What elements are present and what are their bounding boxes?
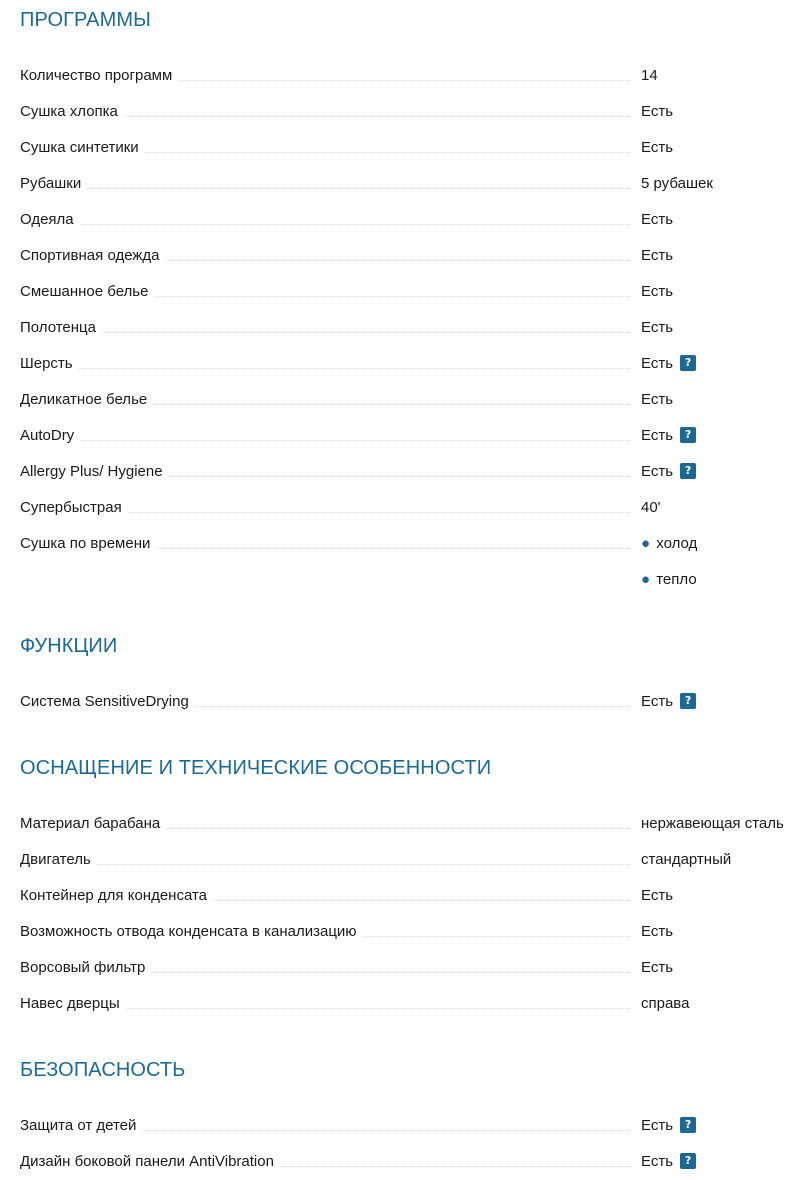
- spec-row: [20, 842, 808, 878]
- spec-label: Спортивная одежда: [20, 247, 166, 264]
- bullet-icon: ●: [641, 571, 651, 588]
- spec-label: Allergy Plus/ Hygiene: [20, 463, 169, 480]
- spec-value-cell: [641, 950, 673, 986]
- spec-value-cell: [641, 202, 673, 238]
- spec-value: тепло: [656, 571, 697, 588]
- help-icon[interactable]: ?: [680, 355, 696, 371]
- spec-row: [20, 166, 808, 202]
- spec-value-cell: [641, 238, 673, 274]
- spec-value-cell: [641, 1144, 696, 1180]
- spec-value: Есть: [641, 355, 674, 372]
- spec-row: [20, 454, 808, 490]
- help-icon[interactable]: ?: [680, 693, 696, 709]
- spec-row: [20, 202, 808, 238]
- leader-dots: [20, 440, 630, 441]
- spec-value-cell: [641, 986, 689, 1022]
- spec-value: холод: [656, 535, 698, 552]
- spec-value-cell: [641, 94, 673, 130]
- spec-label: Контейнер для конденсата: [20, 887, 213, 904]
- spec-label: Двигатель: [20, 851, 97, 868]
- spec-value: 40': [641, 499, 661, 516]
- spec-row: [20, 684, 808, 720]
- spec-value: 5 рубашек: [641, 175, 713, 192]
- section-safety: [0, 1022, 808, 1180]
- spec-value: справа: [641, 995, 690, 1012]
- help-icon[interactable]: ?: [680, 1117, 696, 1133]
- spec-value-cell: [641, 418, 696, 454]
- spec-value: Есть: [641, 1117, 674, 1134]
- programs-rows: [20, 58, 808, 598]
- spec-value-cell: [641, 914, 673, 950]
- spec-value-cell: [641, 806, 784, 842]
- help-icon[interactable]: ?: [680, 427, 696, 443]
- spec-row: [20, 806, 808, 842]
- leader-dots: [20, 224, 630, 225]
- safety-rows: [20, 1108, 808, 1180]
- spec-value-cell: [641, 310, 673, 346]
- spec-value: Есть: [641, 103, 674, 120]
- spec-row: [20, 526, 808, 562]
- leader-dots: [20, 368, 630, 369]
- spec-row: [20, 490, 808, 526]
- spec-label: Материал барабана: [20, 815, 166, 832]
- spec-label: Смешанное белье: [20, 283, 154, 300]
- bullet-icon: ●: [641, 535, 651, 552]
- section-title-equipment: ОСНАЩЕНИЕ И ТЕХНИЧЕСКИЕ ОСОБЕННОСТИ: [20, 757, 492, 779]
- spec-value-cell: [641, 842, 731, 878]
- spec-label: Возможность отвода конденсата в канализацию: [20, 923, 363, 940]
- spec-value: Есть: [641, 1153, 674, 1170]
- spec-label: Полотенца: [20, 319, 102, 336]
- spec-row: [20, 562, 808, 598]
- spec-value: нержавеющая сталь: [641, 815, 784, 832]
- spec-label: Супербыстрая: [20, 499, 128, 516]
- spec-label: Рубашки: [20, 175, 87, 192]
- spec-label: Сушка хлопка: [20, 103, 124, 120]
- spec-row: [20, 274, 808, 310]
- spec-value-cell: [641, 526, 697, 562]
- spec-row: [20, 914, 808, 950]
- spec-row: [20, 346, 808, 382]
- spec-label: AutoDry: [20, 427, 80, 444]
- spec-value: Есть: [641, 211, 674, 228]
- spec-value-cell: [641, 562, 697, 598]
- spec-value-cell: [641, 454, 696, 490]
- spec-value-cell: [641, 878, 673, 914]
- spec-row: [20, 94, 808, 130]
- spec-label: Деликатное белье: [20, 391, 153, 408]
- spec-row: [20, 310, 808, 346]
- leader-dots: [20, 864, 630, 865]
- spec-value: Есть: [641, 139, 674, 156]
- spec-label: Дизайн боковой панели AntiVibration: [20, 1153, 280, 1170]
- spec-value: Есть: [641, 391, 674, 408]
- spec-label: Защита от детей: [20, 1117, 142, 1134]
- spec-label: Сушка по времени: [20, 535, 156, 552]
- spec-label: Количество программ: [20, 67, 178, 84]
- spec-row: [20, 878, 808, 914]
- spec-row: [20, 238, 808, 274]
- help-icon[interactable]: ?: [680, 1153, 696, 1169]
- functions-rows: [20, 684, 808, 720]
- spec-value: Есть: [641, 247, 674, 264]
- help-icon[interactable]: ?: [680, 463, 696, 479]
- section-equipment: [0, 720, 808, 1022]
- spec-value: Есть: [641, 463, 674, 480]
- spec-value-cell: [641, 166, 713, 202]
- spec-value-cell: [641, 346, 696, 382]
- spec-row: [20, 58, 808, 94]
- spec-label: Сушка синтетики: [20, 139, 145, 156]
- spec-row: [20, 382, 808, 418]
- spec-value-cell: [641, 274, 673, 310]
- equipment-rows: [20, 806, 808, 1022]
- spec-value: 14: [641, 67, 658, 84]
- leader-dots: [20, 332, 630, 333]
- section-title-programs: ПРОГРАММЫ: [20, 9, 151, 31]
- spec-value-cell: [641, 58, 658, 94]
- spec-label: Система SensitiveDrying: [20, 693, 195, 710]
- spec-label: Ворсовый фильтр: [20, 959, 151, 976]
- spec-value: Есть: [641, 923, 674, 940]
- spec-value: Есть: [641, 693, 674, 710]
- section-title-safety: БЕЗОПАСНОСТЬ: [20, 1059, 186, 1081]
- spec-value-cell: [641, 1108, 696, 1144]
- spec-row: [20, 950, 808, 986]
- spec-value: Есть: [641, 319, 674, 336]
- spec-row: [20, 1144, 808, 1180]
- spec-value-cell: [641, 382, 673, 418]
- spec-row: [20, 986, 808, 1022]
- spec-row: [20, 130, 808, 166]
- spec-label: Шерсть: [20, 355, 79, 372]
- spec-value: Есть: [641, 959, 674, 976]
- spec-label: Навес дверцы: [20, 995, 126, 1012]
- spec-value: Есть: [641, 427, 674, 444]
- spec-row: [20, 418, 808, 454]
- spec-label: Одеяла: [20, 211, 80, 228]
- spec-row: [20, 1108, 808, 1144]
- spec-value-cell: [641, 490, 661, 526]
- section-title-functions: ФУНКЦИИ: [20, 635, 118, 657]
- leader-dots: [20, 188, 630, 189]
- spec-value-cell: [641, 130, 673, 166]
- spec-value: Есть: [641, 283, 674, 300]
- spec-value-cell: [641, 684, 696, 720]
- section-functions: [0, 598, 808, 720]
- spec-value: Есть: [641, 887, 674, 904]
- spec-value: стандартный: [641, 851, 732, 868]
